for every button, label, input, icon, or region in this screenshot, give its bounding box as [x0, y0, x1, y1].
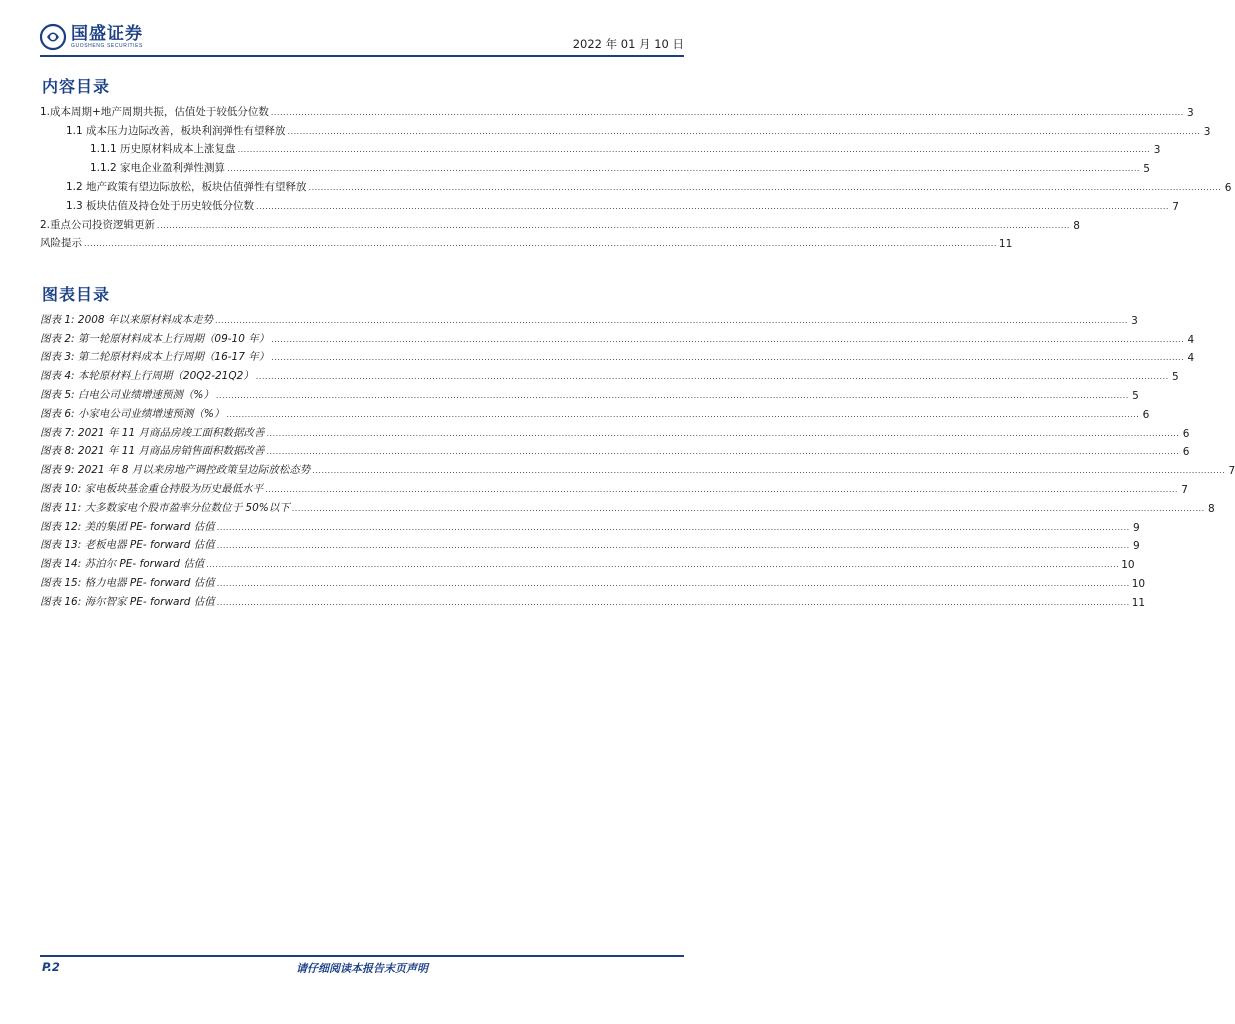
- dot-leader: ............................................................................................................................................................................................................................................................................................................: [308, 182, 1222, 192]
- figure-entry[interactable]: 图表 11: 大多数家电个股市盈率分位数位于 50%以下 ............................................................................................................................................................................................................................................................................................................ 8: [40, 501, 1215, 515]
- figure-entry[interactable]: 图表 5: 白电公司业绩增速预测（%） ............................................................................................................................................................................................................................................................................................................ 5: [40, 388, 1139, 402]
- figure-entry[interactable]: 图表 13: 老板电器 PE- forward 估值 ............................................................................................................................................................................................................................................................................................................ 9: [40, 539, 1140, 553]
- toc-entry[interactable]: 1.成本周期+地产周期共振，估值处于较低分位数 ............................................................................................................................................................................................................................................................................................................ 3: [40, 105, 1194, 119]
- report-date: 2022 年 01 月 10 日: [572, 37, 684, 51]
- company-logo: [40, 20, 143, 54]
- dot-leader: ............................................................................................................................................................................................................................................................................................................: [270, 107, 1184, 117]
- toc-entry[interactable]: 风险提示 ............................................................................................................................................................................................................................................................................................................ 11: [40, 237, 1013, 251]
- page-header: [40, 20, 684, 54]
- figure-entry[interactable]: 图表 2: 第一轮原材料成本上行周期（09-10 年） ............................................................................................................................................................................................................................................................................................................ 4: [40, 332, 1195, 346]
- dot-leader: ............................................................................................................................................................................................................................................................................................................: [216, 541, 1130, 551]
- footer-divider: [40, 955, 684, 957]
- page-number: P.2: [42, 960, 60, 974]
- logo-chinese-name: 国盛证券: [71, 23, 143, 44]
- toc-entry[interactable]: 1.1 成本压力边际改善，板块利润弹性有望释放 ............................................................................................................................................................................................................................................................................................................ 3: [66, 124, 1211, 138]
- dot-leader: ............................................................................................................................................................................................................................................................................................................: [291, 503, 1205, 513]
- dot-leader: ............................................................................................................................................................................................................................................................................................................: [271, 334, 1185, 344]
- toc-entry[interactable]: 1.1.2 家电企业盈利弹性测算 ............................................................................................................................................................................................................................................................................................................ 5: [90, 162, 1150, 176]
- figure-entry[interactable]: 图表 10: 家电板块基金重仓持股为历史最低水平 ............................................................................................................................................................................................................................................................................................................ 7: [40, 482, 1188, 496]
- dot-leader: ............................................................................................................................................................................................................................................................................................................: [255, 372, 1169, 382]
- dot-leader: ............................................................................................................................................................................................................................................................................................................: [266, 447, 1180, 457]
- dot-leader: ............................................................................................................................................................................................................................................................................................................: [227, 164, 1140, 174]
- figures-title: 图表目录: [42, 285, 111, 304]
- figure-entry[interactable]: 图表 4: 本轮原材料上行周期（20Q2-21Q2） ............................................................................................................................................................................................................................................................................................................ 5: [40, 370, 1179, 384]
- dot-leader: ............................................................................................................................................................................................................................................................................................................: [84, 239, 997, 249]
- footer-disclaimer: 请仔细阅读本报告末页声明: [296, 962, 428, 975]
- dot-leader: ............................................................................................................................................................................................................................................................................................................: [312, 466, 1226, 476]
- toc-title: 内容目录: [42, 77, 111, 96]
- dot-leader: ............................................................................................................................................................................................................................................................................................................: [237, 145, 1151, 155]
- header-divider: [40, 55, 684, 57]
- figure-entry[interactable]: 图表 6: 小家电公司业绩增速预测（%） ............................................................................................................................................................................................................................................................................................................ 6: [40, 407, 1150, 421]
- dot-leader: ............................................................................................................................................................................................................................................................................................................: [271, 353, 1185, 363]
- figure-entry[interactable]: 图表 7: 2021 年 11 月商品房竣工面积数据改善 ............................................................................................................................................................................................................................................................................................................ 6: [40, 426, 1190, 440]
- toc-entry[interactable]: 1.2 地产政策有望边际放松，板块估值弹性有望释放 ............................................................................................................................................................................................................................................................................................................ 6: [66, 180, 1232, 194]
- figures-list: [40, 308, 1235, 609]
- toc-entry[interactable]: 2.重点公司投资逻辑更新 ............................................................................................................................................................................................................................................................................................................ 8: [40, 218, 1080, 232]
- dot-leader: ............................................................................................................................................................................................................................................................................................................: [206, 560, 1120, 570]
- dot-leader: ............................................................................................................................................................................................................................................................................................................: [216, 597, 1130, 607]
- toc-list: [40, 100, 1232, 251]
- dot-leader: ............................................................................................................................................................................................................................................................................................................: [216, 522, 1130, 532]
- figure-entry[interactable]: 图表 9: 2021 年 8 月以来房地产调控政策呈边际放松态势 ............................................................................................................................................................................................................................................................................................................ 7: [40, 464, 1235, 478]
- toc-entry[interactable]: 1.1.1 历史原材料成本上涨复盘 ............................................................................................................................................................................................................................................................................................................ 3: [90, 143, 1161, 157]
- toc-entry[interactable]: 1.3 板块估值及持仓处于历史较低分位数 ............................................................................................................................................................................................................................................................................................................ 7: [66, 199, 1179, 213]
- dot-leader: ............................................................................................................................................................................................................................................................................................................: [265, 484, 1178, 494]
- dot-leader: ............................................................................................................................................................................................................................................................................................................: [256, 201, 1169, 211]
- figure-entry[interactable]: 图表 14: 苏泊尔 PE- forward 估值 ............................................................................................................................................................................................................................................................................................................ 10: [40, 558, 1135, 572]
- figure-entry[interactable]: 图表 15: 格力电器 PE- forward 估值 ............................................................................................................................................................................................................................................................................................................ 10: [40, 576, 1146, 590]
- dot-leader: ............................................................................................................................................................................................................................................................................................................: [215, 390, 1129, 400]
- figure-entry[interactable]: 图表 12: 美的集团 PE- forward 估值 ............................................................................................................................................................................................................................................................................................................ 9: [40, 520, 1140, 534]
- figure-entry[interactable]: 图表 3: 第二轮原材料成本上行周期（16-17 年） ............................................................................................................................................................................................................................................................................................................ 4: [40, 351, 1195, 365]
- figure-entry[interactable]: 图表 8: 2021 年 11 月商品房销售面积数据改善 ............................................................................................................................................................................................................................................................................................................ 6: [40, 445, 1190, 459]
- dot-leader: ............................................................................................................................................................................................................................................................................................................: [214, 315, 1128, 325]
- figure-entry[interactable]: 图表 1: 2008 年以来原材料成本走势 ............................................................................................................................................................................................................................................................................................................ 3: [40, 313, 1138, 327]
- dot-leader: ............................................................................................................................................................................................................................................................................................................: [157, 220, 1070, 230]
- dot-leader: ............................................................................................................................................................................................................................................................................................................: [287, 126, 1201, 136]
- logo-english-name: GUOSHENG SECURITIES: [71, 42, 143, 49]
- dot-leader: ............................................................................................................................................................................................................................................................................................................: [216, 578, 1130, 588]
- dot-leader: ............................................................................................................................................................................................................................................................................................................: [226, 409, 1140, 419]
- dot-leader: ............................................................................................................................................................................................................................................................................................................: [266, 428, 1180, 438]
- figure-entry[interactable]: 图表 16: 海尔智家 PE- forward 估值 ............................................................................................................................................................................................................................................................................................................ 11: [40, 595, 1146, 609]
- guosheng-logo-icon: [40, 24, 66, 50]
